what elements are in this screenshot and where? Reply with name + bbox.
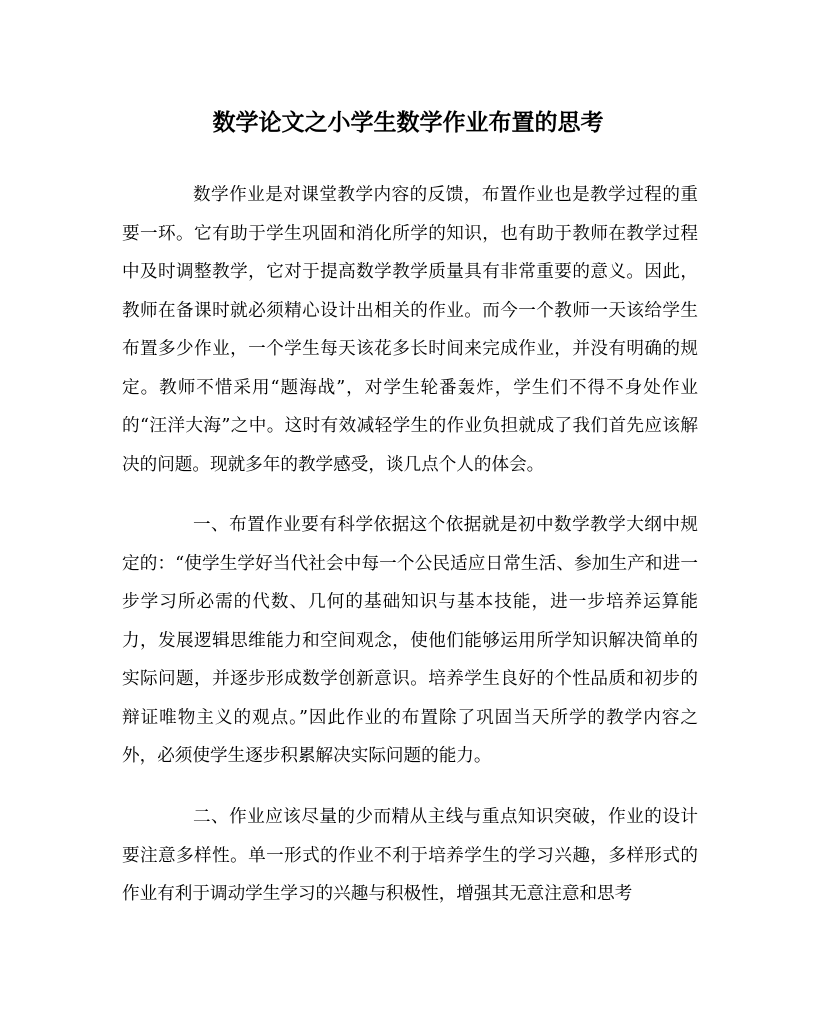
paragraph-section-two: 二、作业应该尽量的少而精从主线与重点知识突破，作业的设计要注意多样性。单一形式的作业不利于培养学生的学习兴趣，多样形式的作业有利于调动学生学习的兴趣与积极性，增强其无意注意和思考 <box>122 807 698 904</box>
document-title: 数学论文之小学生数学作业布置的思考 <box>212 109 604 136</box>
paragraph-intro: 数学作业是对课堂教学内容的反馈，布置作业也是教学过程的重要一环。它有助于学生巩固和消化所学的知识，也有助于教师在教学过程中及时调整教学，它对于提高数学教学质量具有非常重要的意义。因此，教师在备课时就必须精心设计出相关的作业。而今一个教师一天该给学生布置多少作业，一个学生每天该花多长时间来完成作业，并没有明确的规定。教师不惜采用“题海战”，对学生轮番轰炸，学生们不得不身处作业的“汪洋大海”之中。这时有效减轻学生的作业负担就成了我们首先应该解决的问题。现就多年的教学感受，谈几点个人的体会。 <box>122 185 698 475</box>
paragraph-section-one: 一、布置作业要有科学依据这个依据就是初中数学教学大纲中规定的：“使学生学好当代社会中每一个公民适应日常生活、参加生产和进一步学习所必需的代数、几何的基础知识与基本技能，进一步培养运算能力，发展逻辑思维能力和空间观念，使他们能够运用所学知识解决简单的实际问题，并逐步形成数学创新意识。培养学生良好的个性品质和初步的辩证唯物主义的观点。”因此作业的布置除了巩固当天所学的教学内容之外，必须使学生逐步积累解决实际问题的能力。 <box>122 515 698 766</box>
